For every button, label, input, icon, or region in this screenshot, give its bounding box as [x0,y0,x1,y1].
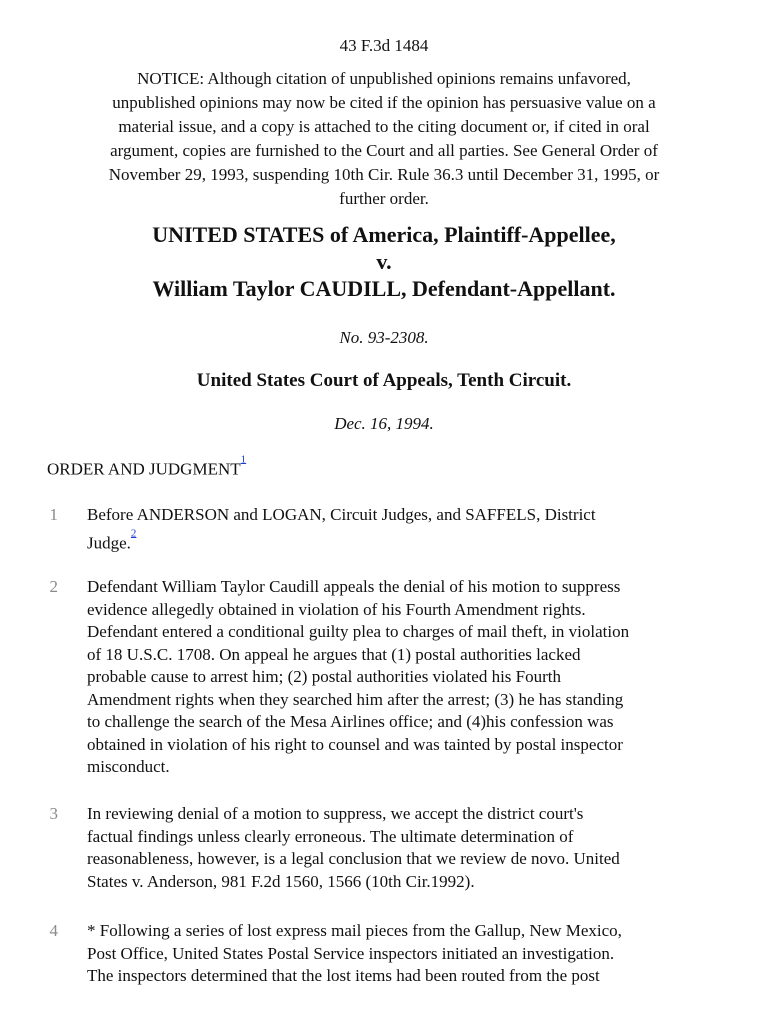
order-heading-text: ORDER AND JUDGMENT [47,459,241,479]
paragraph-line: States v. Anderson, 981 F.2d 1560, 1566 (10th Cir.1992). [87,871,475,891]
paragraph-number: 1 [49,505,58,524]
case-citation: 43 F.3d 1484 [339,36,429,55]
paragraph-line: misconduct. [87,757,170,776]
paragraph-line: Judge. [87,533,131,553]
paragraph-line: evidence allegedly obtained in violation of his Fourth Amendment rights. [87,599,586,619]
paragraph-line: Post Office, United States Postal Service inspectors initiated an investigation. [87,943,615,963]
paragraph-line-with-footnote [87,527,723,555]
paragraph-line: reasonableness, however, is a legal conclusion that we review de novo. United [87,849,620,868]
defendant-party: William Taylor CAUDILL, Defendant-Appellant. [152,276,616,301]
court-name: United States Court of Appeals, Tenth Circuit. [196,370,572,391]
paragraph-line: of 18 U.S.C. 1708. On appeal he argues that (1) postal authorities lacked [87,644,581,664]
notice-line: November 29, 1993, suspending 10th Cir. Rule 36.3 until December 31, 1995, or [108,165,660,184]
notice-line: argument, copies are furnished to the Court and all parties. See General Order of [110,141,658,160]
paragraph-line: to challenge the search of the Mesa Airlines office; and (4)his confession was [87,712,614,731]
versus-label: v. [376,249,392,274]
paragraph-number: 2 [49,577,58,596]
paragraph-line: obtained in violation of his right to counsel and was tainted by postal inspector [87,734,623,754]
notice-line: NOTICE: Although citation of unpublished opinions remains unfavored, [137,69,631,88]
footnote-link-1[interactable]: 1 [240,453,247,466]
notice-line: unpublished opinions may now be cited if the opinion has persuasive value on a [112,93,656,112]
paragraph-line: Defendant entered a conditional guilty plea to charges of mail theft, in violation [87,622,630,641]
case-caption [0,221,768,302]
docket-number: No. 93-2308. [339,328,429,347]
decision-date: Dec. 16, 1994. [334,414,434,433]
notice-line: material issue, and a copy is attached to the citing document or, if cited in oral [118,117,650,136]
paragraph-line: In reviewing denial of a motion to suppress, we accept the district court's [87,804,584,823]
footnote-link-2[interactable]: 2 [130,526,137,539]
paragraph-line: Amendment rights when they searched him after the arrest; (3) he has standing [87,689,624,709]
paragraph-line: The inspectors determined that the lost items had been routed from the post [87,966,600,985]
paragraph-line: Before ANDERSON and LOGAN, Circuit Judges, and SAFFELS, District [87,505,596,524]
paragraph-line: probable cause to arrest him; (2) postal authorities violated his Fourth [87,667,561,686]
paragraph-text [87,803,723,893]
paragraph-number: 4 [49,921,58,940]
paragraph-number: 3 [49,804,58,823]
notice-line: further order. [339,189,429,208]
paragraph-text [87,504,723,555]
paragraph-line: factual findings unless clearly erroneous. The ultimate determination of [87,826,574,846]
plaintiff-party: UNITED STATES of America, Plaintiff-Appellee, [152,222,616,247]
unpublished-notice [52,67,716,211]
paragraph-text [87,576,723,779]
paragraph-line: Defendant William Taylor Caudill appeals the denial of his motion to suppress [87,577,621,596]
order-heading [47,453,246,481]
paragraph-line: * Following a series of lost express mail pieces from the Gallup, New Mexico, [87,921,622,940]
paragraph-text [87,920,723,988]
